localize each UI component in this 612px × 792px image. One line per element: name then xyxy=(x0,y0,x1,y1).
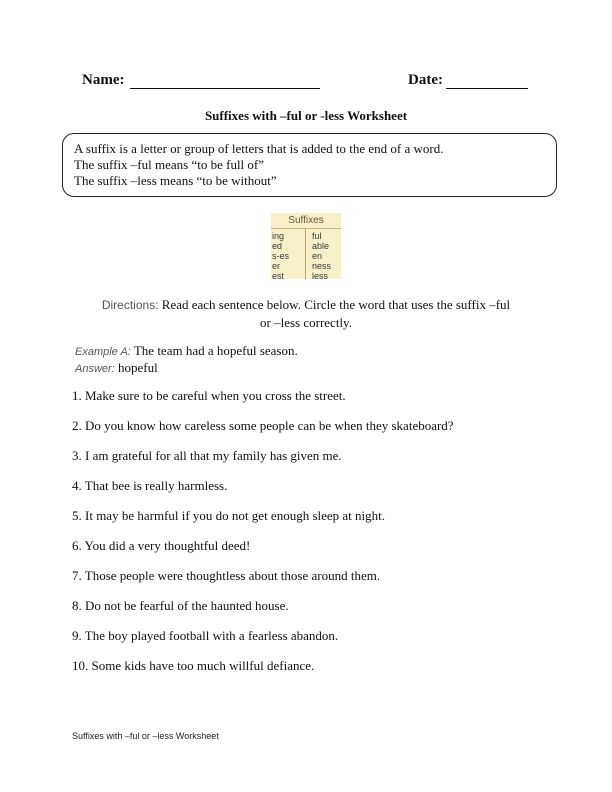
name-field-line[interactable] xyxy=(130,74,320,89)
suffix-item: en xyxy=(312,251,323,261)
sentence-item: 10. Some kids have too much willful defiance. xyxy=(72,658,315,673)
example-block xyxy=(75,343,298,377)
definition-box xyxy=(62,133,557,197)
suffix-item: s-es xyxy=(272,251,290,261)
example-sentence: The team had a hopeful season. xyxy=(133,343,298,358)
sentence-item: 4. That bee is really harmless. xyxy=(72,478,228,493)
suffix-chart-rule xyxy=(271,228,341,229)
suffix-item: able xyxy=(312,241,330,251)
suffix-item: ing xyxy=(272,231,285,241)
suffix-chart-right-column xyxy=(312,231,331,279)
suffix-chart-image xyxy=(271,213,341,279)
sentence-item: 6. You did a very thoughtful deed! xyxy=(72,538,251,553)
answer-text: hopeful xyxy=(118,360,158,375)
sentence-item: 5. It may be harmful if you do not get enough sleep at night. xyxy=(72,508,386,523)
sentence-item: 2. Do you know how careless some people can be when they skateboard? xyxy=(72,418,454,433)
suffix-chart-divider xyxy=(305,229,306,279)
suffix-item: er xyxy=(272,261,281,271)
sentence-item: 9. The boy played football with a fearless abandon. xyxy=(72,628,339,643)
definition-line: A suffix is a letter or group of letters that is added to the end of a word. xyxy=(74,141,444,156)
suffix-chart-left-column xyxy=(272,231,289,279)
suffix-item: ness xyxy=(312,261,332,271)
sentence-item: 7. Those people were thoughtless about those around them. xyxy=(72,568,381,583)
name-label: Name: xyxy=(82,72,125,88)
suffix-item: ed xyxy=(272,241,283,251)
date-field-line[interactable] xyxy=(446,74,528,89)
directions-label: Directions: xyxy=(101,298,159,312)
sentence-item: 1. Make sure to be careful when you cross the street. xyxy=(72,388,346,403)
sentence-item: 3. I am grateful for all that my family has given me. xyxy=(72,448,342,463)
page-footer: Suffixes with –ful or –less Worksheet xyxy=(72,731,219,741)
suffix-item: less xyxy=(312,271,329,279)
definition-line: The suffix –ful means “to be full of” xyxy=(74,157,265,172)
worksheet-title: Suffixes with –ful or -less Worksheet xyxy=(204,108,408,123)
example-label: Example A: xyxy=(75,346,131,358)
sentence-item: 8. Do not be fearful of the haunted house. xyxy=(72,598,289,613)
answer-label: Answer: xyxy=(75,363,115,375)
directions-text-continued: or –less correctly. xyxy=(260,315,352,330)
date-label: Date: xyxy=(408,72,443,88)
directions-text: Read each sentence below. Circle the word that uses the suffix –ful xyxy=(161,297,511,312)
directions xyxy=(0,296,612,331)
definition-line: The suffix –less means “to be without” xyxy=(74,173,277,188)
suffix-chart-title: Suffixes xyxy=(288,215,324,226)
suffix-item: est xyxy=(272,271,285,279)
suffix-item: ful xyxy=(312,231,322,241)
